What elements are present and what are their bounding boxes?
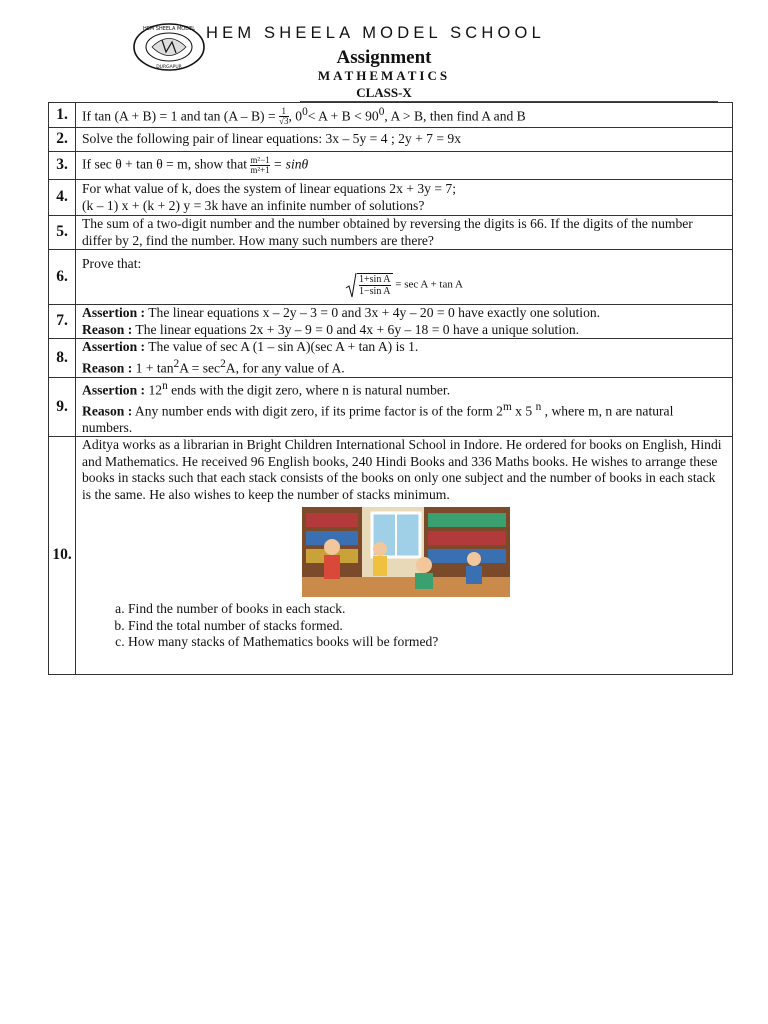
question-text	[76, 250, 733, 305]
library-illustration	[302, 507, 510, 597]
school-name: HEM SHEELA MODEL SCHOOL	[206, 24, 545, 42]
assertion-label: Assertion :	[82, 339, 146, 354]
question-text	[76, 305, 733, 339]
square-root	[345, 272, 392, 298]
question-number: 6.	[49, 250, 76, 305]
question-number: 9.	[49, 377, 76, 437]
q1-text-b: , 0	[288, 108, 303, 124]
question-number: 2.	[49, 128, 76, 152]
q3-text-b: = sinθ	[269, 156, 309, 172]
table-row	[49, 377, 733, 437]
assertion-label: Assertion :	[82, 382, 146, 398]
fraction	[357, 273, 392, 297]
assertion-text-a: 12	[145, 382, 163, 398]
assertion-text: The value of sec A (1 – sin A)(sec A + tan A) is 1.	[145, 339, 419, 354]
reason-text-c: A, for any value of A.	[225, 360, 345, 376]
question-text	[76, 437, 733, 675]
superscript: 0	[378, 105, 385, 118]
frac-numerator: 1+sin A	[359, 274, 391, 286]
frac-numerator: m²−1	[250, 155, 270, 165]
class-title: CLASS-X	[356, 85, 412, 100]
case-study-text: Aditya works as a librarian in Bright Children International School in Indore. He ordered for books on English, Hindi and Mathematics. He received 96 English books, 240 Hindi Books and 336 Maths books. He wishes to arrange these books in stacks such that each stack consists of the books on only one subject and the number of books in each stack is the same. He also wishes to keep the number of stacks minimum.	[82, 437, 722, 502]
question-number: 8.	[49, 339, 76, 378]
superscript: 2	[173, 357, 180, 370]
frac-numerator: 1	[279, 107, 288, 117]
question-number: 5.	[49, 216, 76, 250]
superscript: n	[535, 400, 542, 413]
q1-text-d: , A > B, then find A and B	[384, 108, 526, 124]
question-text	[76, 152, 733, 180]
superscript: 0	[302, 105, 308, 118]
table-row	[49, 180, 733, 216]
reason-text-a: Any number ends with digit zero, if its prime factor is of the form 2	[132, 403, 503, 419]
q1-text-a: If tan (A + B) = 1 and tan (A – B) =	[82, 108, 280, 124]
question-number: 3.	[49, 152, 76, 180]
question-text	[76, 339, 733, 378]
question-number: 4.	[49, 180, 76, 216]
reason-label: Reason :	[82, 360, 133, 376]
proof-formula	[82, 272, 726, 298]
assertion-label: Assertion :	[82, 305, 146, 320]
svg-text:HEM SHEELA MODEL: HEM SHEELA MODEL	[142, 26, 196, 32]
sub-question: a. Find the number of books in each stack.	[128, 601, 726, 618]
q4-line-1: For what value of k, does the system of linear equations 2x + 3y = 7;	[82, 181, 456, 196]
subject-title: MATHEMATICS	[317, 68, 451, 83]
assertion-text-b: ends with the digit zero, where n is natural number.	[167, 382, 451, 398]
table-row	[49, 305, 733, 339]
question-text	[76, 180, 733, 216]
table-row	[49, 250, 733, 305]
page-header	[0, 0, 768, 102]
reason-label: Reason :	[82, 321, 133, 337]
table-row	[49, 437, 733, 675]
question-number: 1.	[49, 103, 76, 128]
reason-text-c: , where m, n are natural numbers.	[82, 403, 674, 435]
frac-denominator: 1−sin A	[359, 286, 391, 298]
table-row	[49, 128, 733, 152]
prove-label: Prove that:	[82, 255, 142, 271]
sub-question-list	[82, 601, 726, 651]
table-row	[49, 339, 733, 378]
question-text: Solve the following pair of linear equations: 3x – 5y = 4 ; 2y + 7 = 9x	[76, 128, 733, 152]
q3-text-a: If sec θ + tan θ = m, show that	[82, 156, 251, 172]
svg-text:DURGAPUR: DURGAPUR	[156, 65, 182, 70]
fraction	[250, 156, 269, 175]
document-title: Assignment	[336, 47, 432, 68]
frac-denominator: m²+1	[250, 165, 270, 175]
sub-question: c. How many stacks of Mathematics books will be formed?	[128, 634, 726, 651]
reason-text-b: x 5	[511, 403, 536, 419]
fraction	[279, 107, 288, 126]
superscript: n	[162, 379, 168, 392]
radical-sign-icon	[345, 272, 357, 298]
superscript: 2	[220, 357, 226, 370]
superscript: m	[502, 400, 512, 413]
sub-question: b. Find the total number of stacks formed.	[128, 618, 726, 635]
question-text	[76, 103, 733, 128]
question-number: 10.	[49, 437, 76, 675]
assertion-text: The linear equations x – 2y – 3 = 0 and 3x + 4y – 20 = 0 have exactly one solution.	[145, 305, 601, 320]
question-text	[76, 377, 733, 437]
reason-text-b: A = sec	[179, 360, 221, 376]
reason-text: The linear equations 2x + 3y – 9 = 0 and 4x + 6y – 18 = 0 have a unique solution.	[132, 321, 580, 337]
frac-denominator: √3	[279, 116, 289, 127]
question-table	[48, 102, 733, 675]
table-row	[49, 216, 733, 250]
table-row	[49, 152, 733, 180]
question-text: The sum of a two-digit number and the number obtained by reversing the digits is 66. If the digits of the number differ by 2, find the number. How many such numbers are there?	[76, 216, 733, 250]
q4-line-2: (k – 1) x + (k + 2) y = 3k have an infinite number of solutions?	[82, 197, 425, 213]
reason-label: Reason :	[82, 403, 133, 419]
reason-text-a: 1 + tan	[132, 360, 174, 376]
proof-rhs: = sec A + tan A	[392, 278, 463, 291]
table-row	[49, 103, 733, 128]
q1-text-c: < A + B < 90	[307, 108, 379, 124]
question-number: 7.	[49, 305, 76, 339]
